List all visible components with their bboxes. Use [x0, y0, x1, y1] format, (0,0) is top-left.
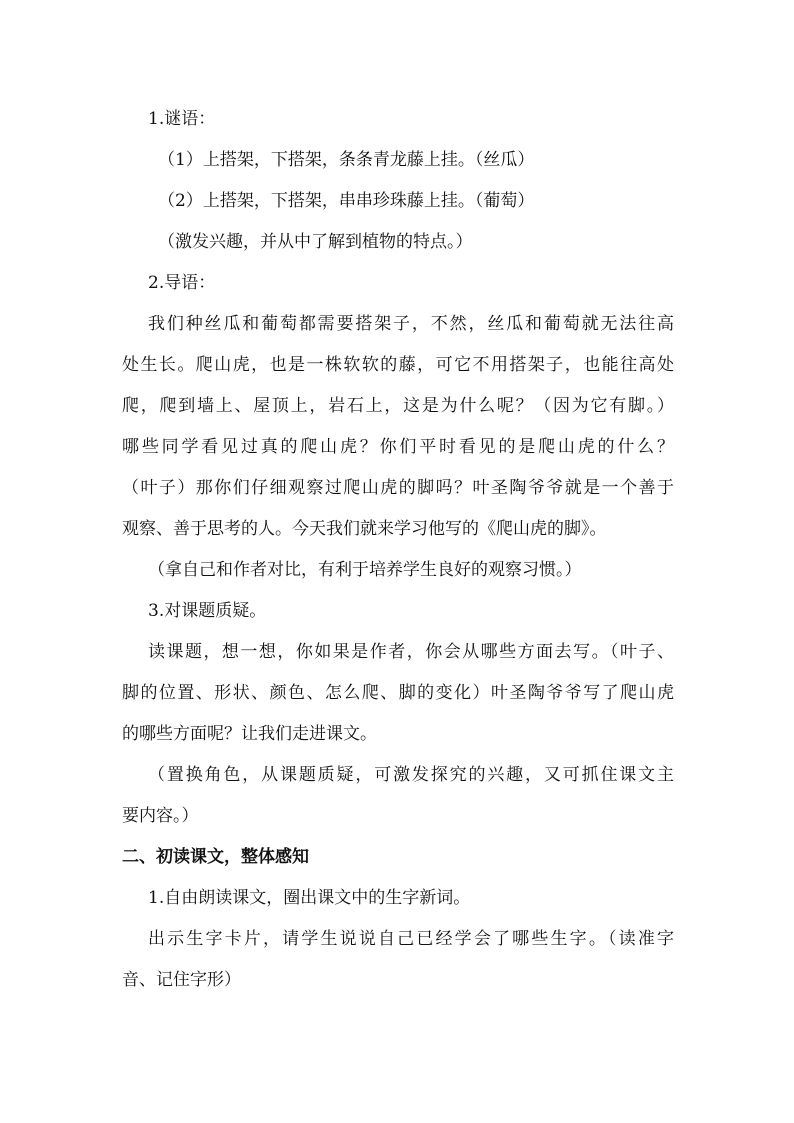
section-2-heading: 二、初读课文，整体感知 [122, 847, 309, 867]
item-riddle-title: 1.谜语： [148, 109, 216, 129]
question-line-3: 的哪些方面呢？让我们走进课文。 [122, 724, 377, 744]
intro-line-4: 哪些同学看见过真的爬山虎？你们平时看见的是爬山虎的什么？ [122, 437, 674, 457]
intro-line-1: 我们种丝瓜和葡萄都需要搭架子，不然，丝瓜和葡萄就无法往高 [148, 314, 674, 334]
riddle-2: （2）上搭架，下搭架，串串珍珠藤上挂。（葡萄） [158, 191, 535, 211]
item-read-aloud-title: 1.自由朗读课文，圈出课文中的生字新词。 [148, 888, 471, 908]
intro-line-2: 处生长。爬山虎，也是一株软软的藤，可它不用搭架子，也能往高处 [122, 355, 674, 375]
card-line-1: 出示生字卡片，请学生说说自己已经学会了哪些生字。（读准字 [148, 929, 674, 949]
item-intro-title: 2.导语： [148, 273, 216, 293]
card-line-2: 音、记住字形） [122, 970, 241, 990]
teaching-note-3-line-1: （置换角色，从课题质疑，可激发探究的兴趣，又可抓住课文主 [148, 765, 674, 785]
teaching-note-3-line-2: 要内容。） [122, 806, 199, 826]
question-line-2: 脚的位置、形状、颜色、怎么爬、脚的变化）叶圣陶爷爷写了爬山虎 [122, 683, 674, 703]
teaching-note-2: （拿自己和作者对比，有利于培养学生良好的观察习惯。） [148, 560, 582, 580]
riddle-1: （1）上搭架，下搭架，条条青龙藤上挂。（丝瓜） [158, 150, 535, 170]
item-question-title: 3.对课题质疑。 [148, 601, 267, 621]
teaching-note-1: （激发兴趣，并从中了解到植物的特点。） [158, 232, 473, 252]
intro-line-6: 观察、善于思考的人。今天我们就来学习他写的《爬山虎的脚》。 [122, 519, 607, 539]
document-body [122, 100, 674, 1002]
question-line-1: 读课题，想一想，你如果是作者，你会从哪些方面去写。（叶子、 [148, 642, 674, 662]
intro-line-5: （叶子）那你们仔细观察过爬山虎的脚吗？叶圣陶爷爷就是一个善于 [122, 478, 674, 498]
intro-line-3: 爬，爬到墙上、屋顶上，岩石上，这是为什么呢？（因为它有脚。） [122, 396, 674, 416]
